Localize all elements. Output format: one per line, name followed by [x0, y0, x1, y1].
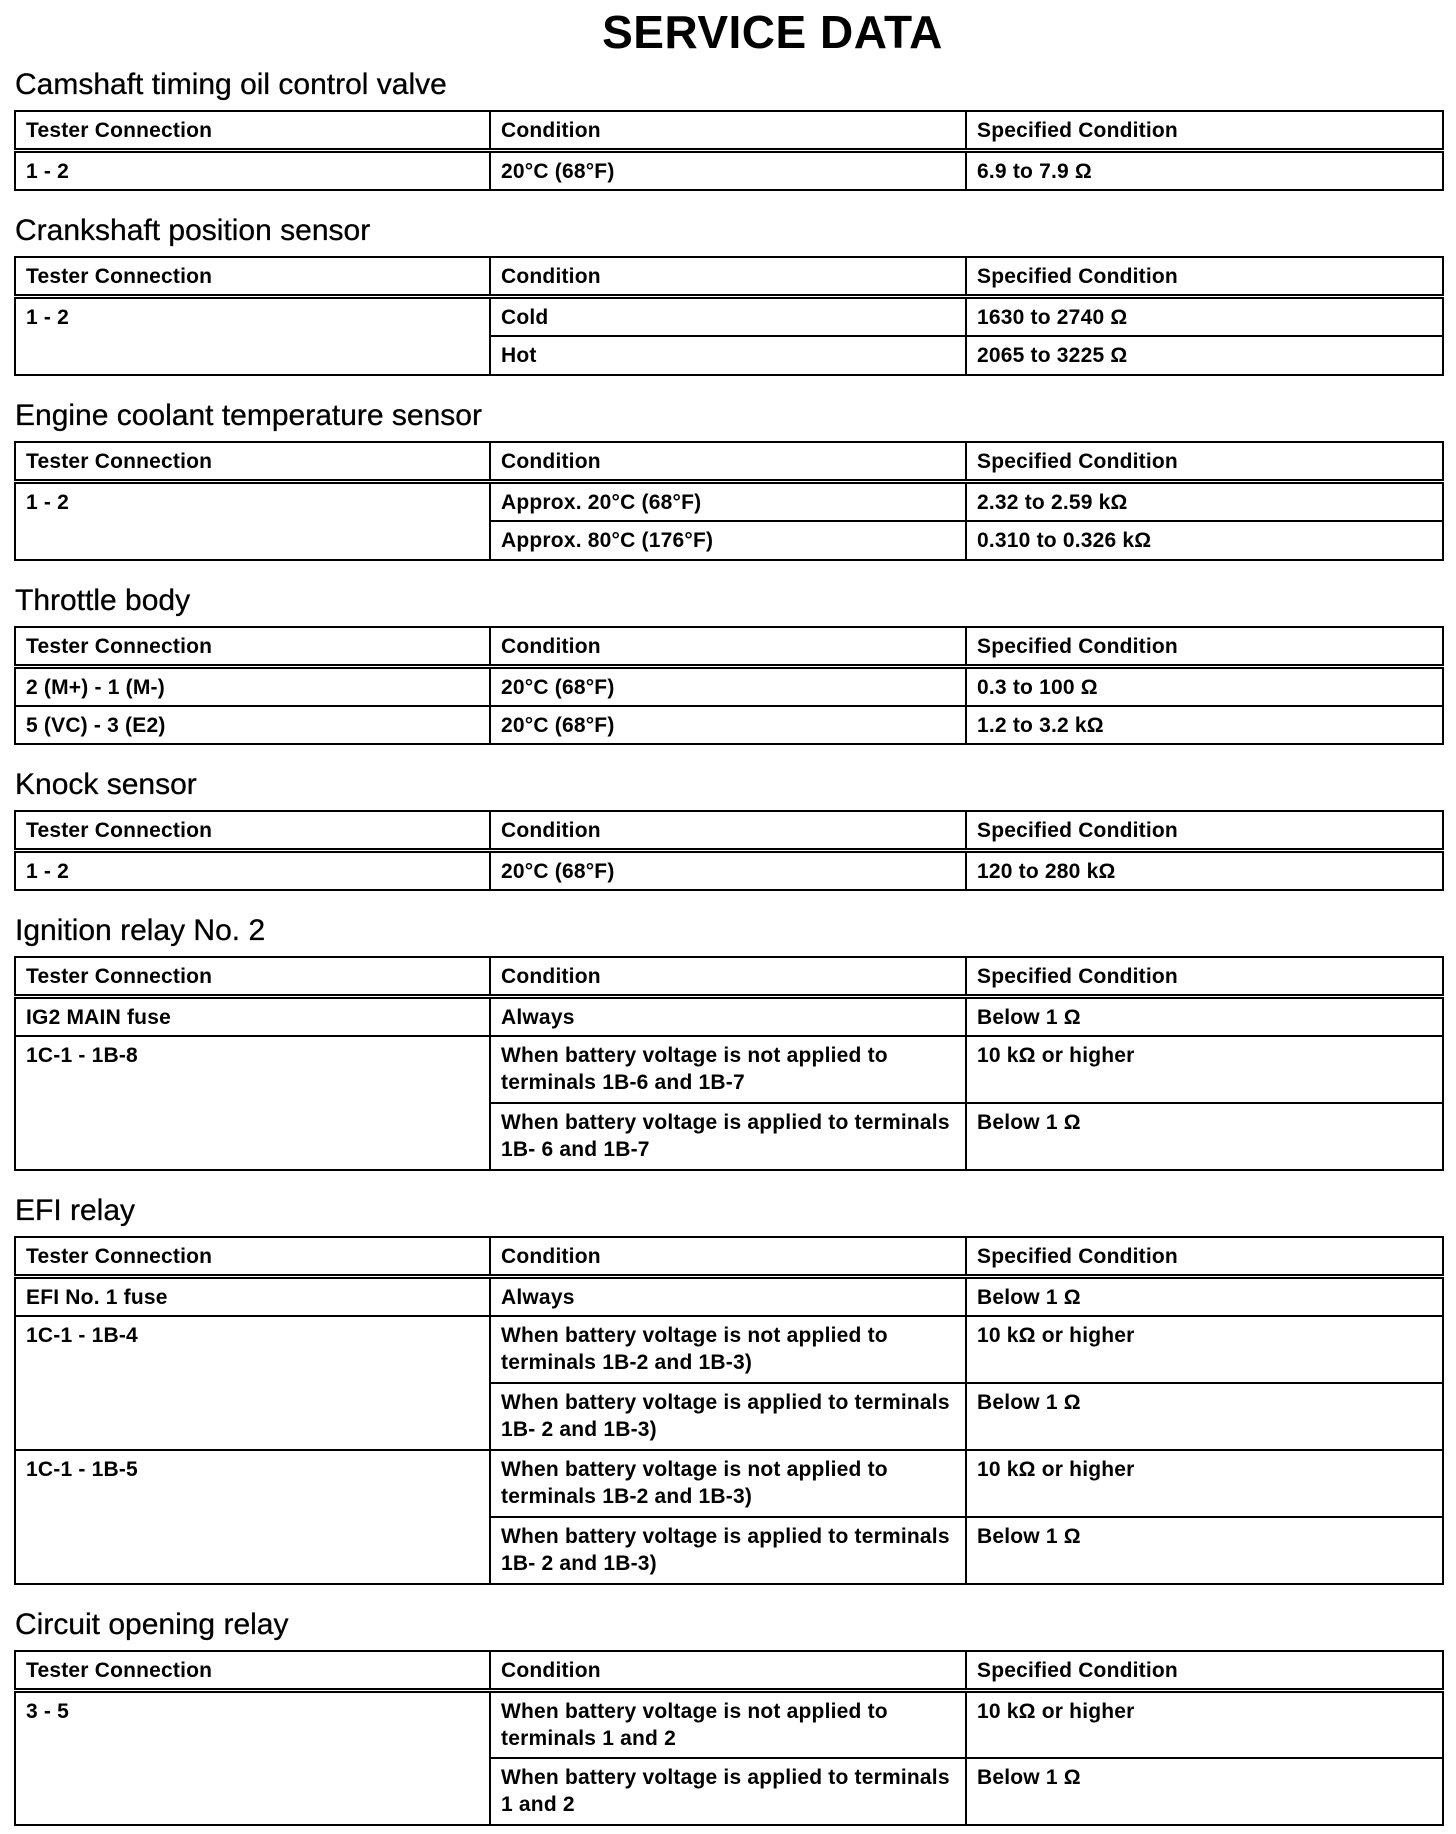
section-camshaft-timing-oil-control-valve: [14, 64, 1442, 191]
specified-condition-cell: 2065 to 3225 Ω: [966, 336, 1443, 375]
specified-condition-cell: 6.9 to 7.9 Ω: [966, 151, 1443, 191]
table-row: [15, 667, 1443, 707]
header-tester-connection: Tester Connection: [15, 111, 490, 151]
table-row: [15, 997, 1443, 1037]
table-row: [15, 1277, 1443, 1317]
table-header-row: [15, 257, 1443, 297]
tester-connection-cell: 3 - 5: [15, 1691, 490, 1825]
header-condition: Condition: [490, 627, 966, 667]
table-row: [15, 1450, 1443, 1517]
section-crankshaft-position-sensor: [14, 210, 1442, 376]
table-header-row: [15, 957, 1443, 997]
tester-connection-cell: 5 (VC) - 3 (E2): [15, 706, 490, 744]
section-knock-sensor: [14, 764, 1442, 891]
table-header-row: [15, 1237, 1443, 1277]
specified-condition-cell: 10 kΩ or higher: [966, 1036, 1443, 1103]
header-specified-condition: Specified Condition: [966, 627, 1443, 667]
spec-table: [14, 110, 1444, 191]
section-engine-coolant-temperature-sensor: [14, 395, 1442, 561]
tester-connection-cell: 2 (M+) - 1 (M-): [15, 667, 490, 707]
header-condition: Condition: [490, 811, 966, 851]
section-title: Circuit opening relay: [15, 1608, 289, 1641]
specified-condition-cell: 1.2 to 3.2 kΩ: [966, 706, 1443, 744]
condition-cell: When battery voltage is applied to terminals 1B- 2 and 1B-3): [490, 1383, 966, 1450]
table-row: [15, 1036, 1443, 1103]
spec-table: [14, 626, 1444, 745]
table-row: [15, 1316, 1443, 1383]
section-title: Camshaft timing oil control valve: [15, 68, 447, 101]
table-row: [15, 151, 1443, 191]
condition-cell: When battery voltage is applied to terminals 1B- 2 and 1B-3): [490, 1517, 966, 1584]
header-specified-condition: Specified Condition: [966, 1237, 1443, 1277]
tester-connection-cell: 1 - 2: [15, 482, 490, 561]
header-specified-condition: Specified Condition: [966, 957, 1443, 997]
header-specified-condition: Specified Condition: [966, 111, 1443, 151]
spec-table: [14, 256, 1444, 376]
tester-connection-cell: 1C-1 - 1B-4: [15, 1316, 490, 1450]
section-title: Throttle body: [15, 584, 191, 617]
section-title: EFI relay: [15, 1194, 136, 1227]
header-condition: Condition: [490, 1237, 966, 1277]
tester-connection-cell: IG2 MAIN fuse: [15, 997, 490, 1037]
header-tester-connection: Tester Connection: [15, 811, 490, 851]
spec-table: [14, 1236, 1444, 1585]
condition-cell: 20°C (68°F): [490, 706, 966, 744]
specified-condition-cell: 2.32 to 2.59 kΩ: [966, 482, 1443, 522]
table-row: [15, 297, 1443, 337]
specified-condition-cell: 10 kΩ or higher: [966, 1316, 1443, 1383]
spec-table: [14, 956, 1444, 1171]
header-tester-connection: Tester Connection: [15, 1237, 490, 1277]
table-row: [15, 851, 1443, 891]
tester-connection-cell: 1 - 2: [15, 151, 490, 191]
header-tester-connection: Tester Connection: [15, 627, 490, 667]
spec-table: [14, 441, 1444, 561]
specified-condition-cell: Below 1 Ω: [966, 1517, 1443, 1584]
header-condition: Condition: [490, 957, 966, 997]
header-condition: Condition: [490, 1651, 966, 1691]
section-title: Engine coolant temperature sensor: [15, 399, 482, 432]
table-header-row: [15, 811, 1443, 851]
table-header-row: [15, 111, 1443, 151]
specified-condition-cell: Below 1 Ω: [966, 1277, 1443, 1317]
condition-cell: When battery voltage is not applied to terminals 1B-2 and 1B-3): [490, 1450, 966, 1517]
header-condition: Condition: [490, 257, 966, 297]
header-specified-condition: Specified Condition: [966, 257, 1443, 297]
condition-cell: When battery voltage is applied to terminals 1B- 6 and 1B-7: [490, 1103, 966, 1170]
page-title: SERVICE DATA: [602, 6, 943, 58]
condition-cell: Approx. 80°C (176°F): [490, 521, 966, 560]
header-condition: Condition: [490, 111, 966, 151]
header-specified-condition: Specified Condition: [966, 442, 1443, 482]
tester-connection-cell: 1 - 2: [15, 851, 490, 891]
condition-cell: Always: [490, 1277, 966, 1317]
tester-connection-cell: EFI No. 1 fuse: [15, 1277, 490, 1317]
specified-condition-cell: Below 1 Ω: [966, 1758, 1443, 1825]
specified-condition-cell: Below 1 Ω: [966, 1103, 1443, 1170]
specified-condition-cell: 120 to 280 kΩ: [966, 851, 1443, 891]
condition-cell: 20°C (68°F): [490, 851, 966, 891]
condition-cell: 20°C (68°F): [490, 667, 966, 707]
specified-condition-cell: Below 1 Ω: [966, 1383, 1443, 1450]
specified-condition-cell: Below 1 Ω: [966, 997, 1443, 1037]
header-tester-connection: Tester Connection: [15, 1651, 490, 1691]
spec-table: [14, 810, 1444, 891]
header-tester-connection: Tester Connection: [15, 442, 490, 482]
header-condition: Condition: [490, 442, 966, 482]
specified-condition-cell: 0.310 to 0.326 kΩ: [966, 521, 1443, 560]
spec-table: [14, 1650, 1444, 1826]
table-header-row: [15, 1651, 1443, 1691]
section-ignition-relay-no-2: [14, 910, 1442, 1171]
table-row: [15, 706, 1443, 744]
header-tester-connection: Tester Connection: [15, 957, 490, 997]
condition-cell: When battery voltage is applied to terminals 1 and 2: [490, 1758, 966, 1825]
header-specified-condition: Specified Condition: [966, 1651, 1443, 1691]
specified-condition-cell: 0.3 to 100 Ω: [966, 667, 1443, 707]
tester-connection-cell: 1C-1 - 1B-8: [15, 1036, 490, 1170]
section-title: Knock sensor: [15, 768, 197, 801]
condition-cell: 20°C (68°F): [490, 151, 966, 191]
tester-connection-cell: 1 - 2: [15, 297, 490, 376]
condition-cell: Hot: [490, 336, 966, 375]
condition-cell: Cold: [490, 297, 966, 337]
section-efi-relay: [14, 1190, 1442, 1585]
table-header-row: [15, 627, 1443, 667]
specified-condition-cell: 1630 to 2740 Ω: [966, 297, 1443, 337]
table-header-row: [15, 442, 1443, 482]
section-throttle-body: [14, 580, 1442, 745]
condition-cell: Approx. 20°C (68°F): [490, 482, 966, 522]
condition-cell: When battery voltage is not applied to terminals 1 and 2: [490, 1691, 966, 1758]
condition-cell: When battery voltage is not applied to terminals 1B-2 and 1B-3): [490, 1316, 966, 1383]
section-title: Ignition relay No. 2: [15, 914, 266, 947]
condition-cell: Always: [490, 997, 966, 1037]
header-tester-connection: Tester Connection: [15, 257, 490, 297]
section-title: Crankshaft position sensor: [15, 214, 371, 247]
section-circuit-opening-relay: [14, 1604, 1442, 1826]
table-row: [15, 1691, 1443, 1758]
specified-condition-cell: 10 kΩ or higher: [966, 1691, 1443, 1758]
table-row: [15, 482, 1443, 522]
specified-condition-cell: 10 kΩ or higher: [966, 1450, 1443, 1517]
header-specified-condition: Specified Condition: [966, 811, 1443, 851]
tester-connection-cell: 1C-1 - 1B-5: [15, 1450, 490, 1584]
condition-cell: When battery voltage is not applied to terminals 1B-6 and 1B-7: [490, 1036, 966, 1103]
